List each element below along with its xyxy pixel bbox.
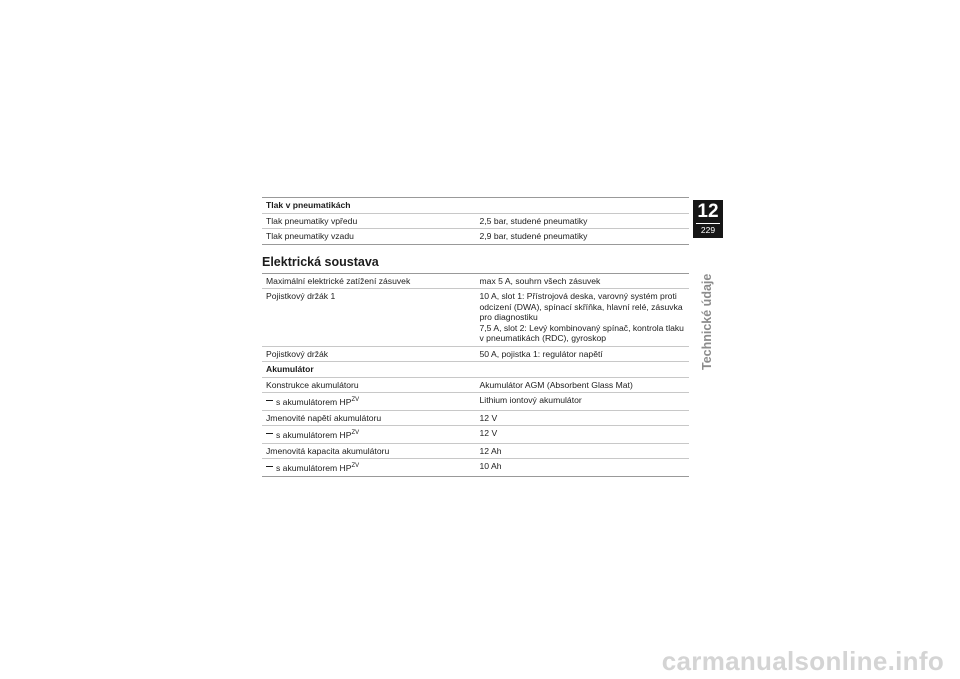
- tire-pressure-heading: Tlak v pneumatikách: [262, 198, 689, 214]
- option-marker: ZV: [351, 463, 360, 469]
- table-heading-row: [262, 362, 689, 378]
- section-title: Elektrická soustava: [262, 254, 379, 269]
- table-row: [262, 273, 689, 289]
- table-row: [262, 443, 689, 459]
- fuse-holder-label: Pojistkový držák: [262, 346, 476, 362]
- capacity-hp-cell: [262, 459, 476, 477]
- voltage-hp-value: 12 V: [476, 426, 690, 444]
- chapter-number: 12: [697, 201, 719, 222]
- table-row: [262, 346, 689, 362]
- max-load-label: Maximální elektrické zatížení zásuvek: [262, 273, 476, 289]
- table-row: [262, 229, 689, 245]
- page-number: 229: [700, 225, 716, 235]
- construction-value: Akumulátor AGM (Absorbent Glass Mat): [476, 377, 690, 393]
- electrical-table: [262, 273, 689, 477]
- table-row: [262, 410, 689, 426]
- option-marker: ZV: [351, 397, 360, 403]
- fuse-holder-1-label: Pojistkový držák 1: [262, 289, 476, 347]
- voltage-value: 12 V: [476, 410, 690, 426]
- electrical-section: [262, 273, 689, 477]
- table-heading-row: [262, 198, 689, 214]
- rear-tire-label: Tlak pneumatiky vzadu: [262, 229, 476, 245]
- fuse-slot-1-text: 10 A, slot 1: Přístrojová deska, varovný systém proti odcizení (DWA), spínací skříňka, hlavní relé, zásuvka pro diagnostiku: [479, 291, 683, 322]
- voltage-hp-cell: [262, 426, 476, 444]
- construction-hp-value: Lithium iontový akumulátor: [476, 393, 690, 411]
- front-tire-value: 2,5 bar, studené pneumatiky: [476, 213, 690, 229]
- table-row: [262, 459, 689, 477]
- table-row: [262, 289, 689, 347]
- dash-icon: [266, 433, 273, 434]
- tire-pressure-table: [262, 197, 689, 245]
- front-tire-label: Tlak pneumatiky vpředu: [262, 213, 476, 229]
- battery-heading: Akumulátor: [262, 362, 689, 378]
- table-row: [262, 213, 689, 229]
- chapter-side-title: Technické údaje: [700, 273, 714, 370]
- fuse-slot-2-text: 7,5 A, slot 2: Levý kombinovaný spínač, kontrola tlaku v pneumatikách (RDC), gyroskop: [479, 322, 684, 343]
- capacity-hp-label: s akumulátorem HP: [276, 463, 352, 473]
- voltage-label: Jmenovité napětí akumulátoru: [262, 410, 476, 426]
- tire-pressure-section: [262, 197, 689, 245]
- option-marker: ZV: [351, 430, 360, 436]
- dash-icon: [266, 466, 273, 467]
- capacity-hp-value: 10 Ah: [476, 459, 690, 477]
- fuse-holder-value: 50 A, pojistka 1: regulátor napětí: [476, 346, 690, 362]
- capacity-value: 12 Ah: [476, 443, 690, 459]
- watermark: carmanualsonline.info: [661, 646, 944, 676]
- max-load-value: max 5 A, souhrn všech zásuvek: [476, 273, 690, 289]
- fuse-holder-1-value: [476, 289, 690, 347]
- voltage-hp-label: s akumulátorem HP: [276, 430, 352, 440]
- content-area: [262, 197, 689, 477]
- table-row: [262, 393, 689, 411]
- table-row: [262, 377, 689, 393]
- chapter-tab: [693, 200, 723, 238]
- construction-label: Konstrukce akumulátoru: [262, 377, 476, 393]
- construction-hp-cell: [262, 393, 476, 411]
- capacity-label: Jmenovitá kapacita akumulátoru: [262, 443, 476, 459]
- dash-icon: [266, 400, 273, 401]
- table-row: [262, 426, 689, 444]
- rear-tire-value: 2,9 bar, studené pneumatiky: [476, 229, 690, 245]
- construction-hp-label: s akumulátorem HP: [276, 397, 352, 407]
